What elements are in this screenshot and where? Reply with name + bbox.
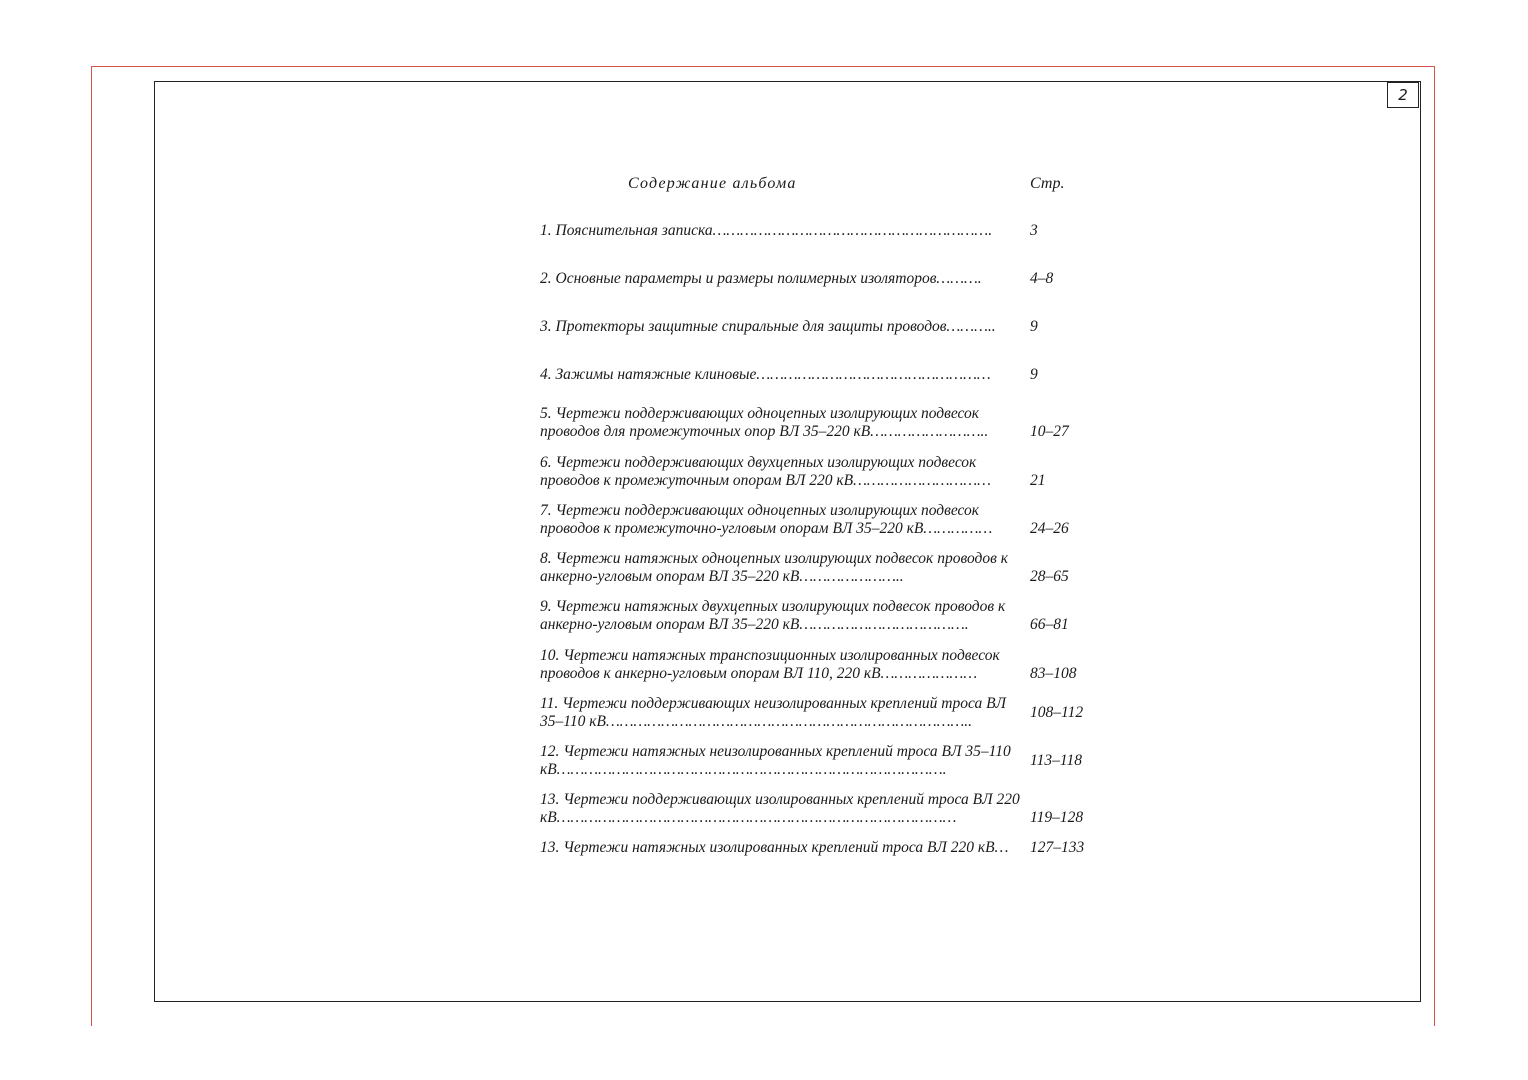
toc-entry — [540, 222, 1100, 240]
toc-entry-text: 12. Чертежи натяжных неизолированных креплений троса ВЛ 35–110 кВ…………………………………………………………………………. — [540, 743, 1011, 778]
drawing-frame — [154, 81, 1421, 1002]
toc-title: Содержание альбома — [628, 175, 797, 192]
toc-entry-text: 13. Чертежи поддерживающих изолированных креплений троса ВЛ 220 кВ…………………………………………………………………………… — [540, 791, 1020, 826]
toc-entry — [540, 598, 1100, 634]
toc-entry-page: 21 — [1030, 472, 1046, 489]
toc-entry-text: 3. Протекторы защитные спиральные для защиты проводов……….. — [540, 318, 996, 335]
toc-entry-page: 66–81 — [1030, 616, 1069, 633]
toc-entry-page: 4–8 — [1030, 270, 1054, 287]
toc-header — [540, 172, 1100, 196]
toc-entry-page: 28–65 — [1030, 568, 1069, 585]
toc-entry-text: 7. Чертежи поддерживающих одноцепных изолирующих подвесок проводов к промежуточно-угловым опорам ВЛ 35–220 кВ…………… — [540, 502, 993, 537]
toc-entry-page: 10–27 — [1030, 423, 1069, 440]
toc-entry — [540, 454, 1100, 490]
page-number: 2 — [1387, 82, 1419, 108]
toc-entry — [540, 550, 1100, 586]
toc-entry — [540, 318, 1100, 336]
toc-entry-page: 127–133 — [1030, 839, 1085, 856]
toc-entry-text: 1. Пояснительная записка……………………………………………………. — [540, 222, 993, 239]
toc-entry — [540, 791, 1100, 827]
toc-entry — [540, 743, 1100, 779]
table-of-contents — [540, 172, 1100, 856]
toc-entry — [540, 647, 1100, 683]
toc-entry-text: 6. Чертежи поддерживающих двухцепных изолирующих подвесок проводов к промежуточным опорам ВЛ 220 кВ………………………… — [540, 454, 991, 489]
toc-entry-text: 5. Чертежи поддерживающих одноцепных изолирующих подвесок проводов для промежуточных опор ВЛ 35–220 кВ…………………….. — [540, 405, 989, 440]
toc-entry — [540, 502, 1100, 538]
toc-entry-text: 9. Чертежи натяжных двухцепных изолирующих подвесок проводов к анкерно-угловым опорам ВЛ 35–220 кВ………………………………. — [540, 598, 1006, 633]
toc-entry — [540, 405, 1100, 441]
toc-entry — [540, 366, 1100, 384]
toc-entry-page: 3 — [1030, 222, 1038, 239]
toc-entry-text: 11. Чертежи поддерживающих неизолированных креплений троса ВЛ 35–110 кВ…………………………………………………………………….. — [540, 695, 1007, 730]
toc-entry-page: 9 — [1030, 366, 1038, 383]
toc-entry-page: 108–112 — [1030, 704, 1084, 721]
toc-entry-text: 13. Чертежи натяжных изолированных креплений троса ВЛ 220 кВ… — [540, 839, 1009, 856]
toc-entry-text: 8. Чертежи натяжных одноцепных изолирующих подвесок проводов к анкерно-угловым опорам ВЛ 35–220 кВ………………….. — [540, 550, 1008, 585]
toc-entry-text: 4. Зажимы натяжные клиновые…………………………………………… — [540, 366, 991, 383]
toc-entry-text: 2. Основные параметры и размеры полимерных изоляторов………. — [540, 270, 982, 287]
toc-entry-page: 24–26 — [1030, 520, 1069, 537]
toc-page-column-header: Стр. — [1030, 175, 1065, 192]
toc-entry — [540, 839, 1100, 857]
toc-entry-page: 9 — [1030, 318, 1038, 335]
toc-entry-page: 113–118 — [1030, 752, 1082, 769]
toc-entry-page: 83–108 — [1030, 665, 1077, 682]
toc-entry-page: 119–128 — [1030, 809, 1084, 826]
toc-entry — [540, 270, 1100, 288]
toc-entry — [540, 695, 1100, 731]
toc-entry-text: 10. Чертежи натяжных транспозиционных изолированных подвесок проводов к анкерно-угловым опорам ВЛ 110, 220 кВ………………… — [540, 647, 1000, 682]
